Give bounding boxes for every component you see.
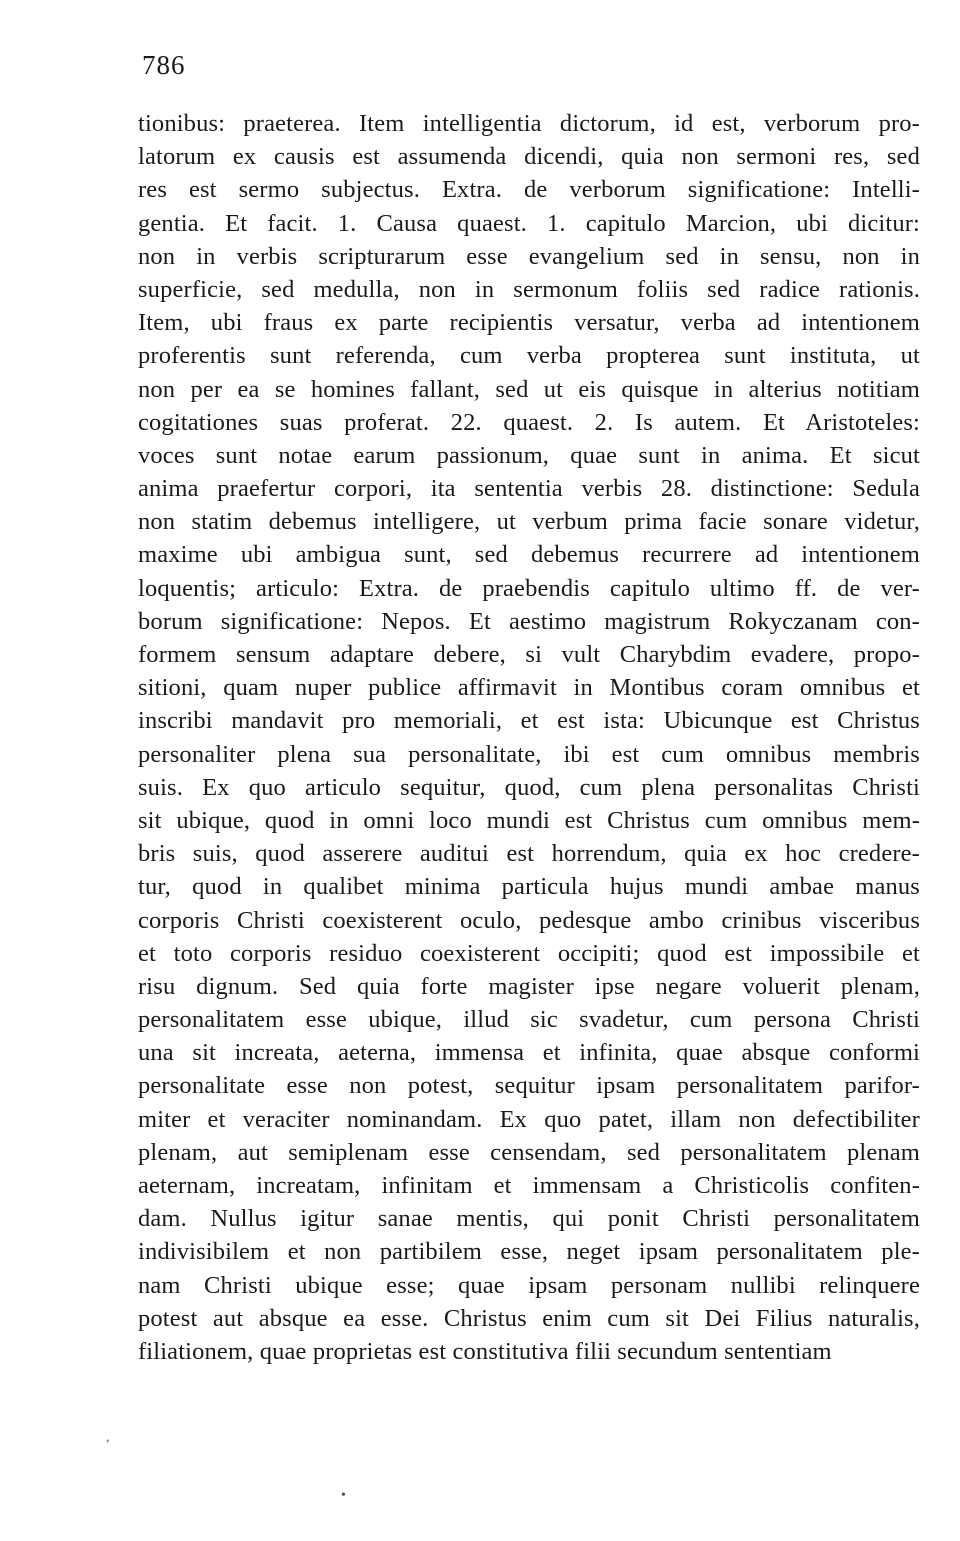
text-line: filiationem, quae proprietas est constitutiva filii secundum sententiam [138, 1337, 832, 1365]
text-line: suis. Ex quo articulo sequitur, quod, cum plena personalitas Christi [138, 773, 920, 801]
text-line: aeternam, increatam, infinitam et immensam a Christicolis confiten- [138, 1172, 920, 1199]
text-line: risu dignum. Sed quia forte magister ipse negare voluerit plenam, [138, 972, 920, 1000]
text-line: sitioni, quam nuper publice affirmavit in Montibus coram omnibus et [138, 674, 920, 702]
text-line: miter et veraciter nominandam. Ex quo patet, illam non defectibiliter [138, 1105, 920, 1133]
text-line: superficie, sed medulla, non in sermonum foliis sed radice rationis. [138, 275, 920, 303]
text-line: bris suis, quod asserere auditui est horrendum, quia ex hoc credere- [138, 840, 920, 868]
text-line: cogitationes suas proferat. 22. quaest. 2. Is autem. Et Aristoteles: [138, 408, 920, 436]
stray-mark: • [341, 1488, 346, 1503]
text-line: proferentis sunt referenda, cum verba propterea sunt instituta, ut [138, 342, 920, 370]
text-line: borum significatione: Nepos. Et aestimo magistrum Rokyczanam con- [138, 607, 920, 635]
text-line: personalitatem esse ubique, illud sic svadetur, cum persona Christi [138, 1006, 920, 1034]
text-line: indivisibilem et non partibilem esse, neget ipsam personalitatem ple- [138, 1238, 920, 1266]
text-line: et toto corporis residuo coexisterent occipiti; quod est impossibile et [138, 939, 920, 967]
text-line: plenam, aut semiplenam esse censendam, sed personalitatem plenam [138, 1138, 920, 1166]
text-line: formem sensum adaptare debere, si vult Charybdim evadere, propo- [138, 641, 920, 668]
text-line: nam Christi ubique esse; quae ipsam personam nullibi relinquere [138, 1271, 920, 1299]
text-line: tur, quod in qualibet minima particula hujus mundi ambae manus [138, 873, 920, 901]
text-line: non per ea se homines fallant, sed ut eis quisque in alterius notitiam [138, 375, 920, 403]
text-line: una sit increata, aeterna, immensa et infinita, quae absque conformi [138, 1039, 920, 1067]
page-number: 786 [142, 50, 186, 80]
text-line: corporis Christi coexisterent oculo, pedesque ambo crinibus visceribus [138, 906, 920, 934]
text-line: res est sermo subjectus. Extra. de verborum significatione: Intelli- [138, 176, 920, 204]
text-line: latorum ex causis est assumenda dicendi, quia non sermoni res, sed [138, 143, 920, 171]
text-line: non statim debemus intelligere, ut verbum prima facie sonare videtur, [138, 508, 920, 536]
text-line: potest aut absque ea esse. Christus enim cum sit Dei Filius naturalis, [138, 1304, 920, 1332]
text-line: gentia. Et facit. 1. Causa quaest. 1. capitulo Marcion, ubi dicitur: [138, 209, 920, 237]
text-line: loquentis; articulo: Extra. de praebendis capitulo ultimo ff. de ver- [138, 574, 920, 602]
text-line: voces sunt notae earum passionum, quae sunt in anima. Et sicut [138, 441, 920, 469]
text-line: inscribi mandavit pro memoriali, et est ista: Ubicunque est Christus [138, 707, 920, 735]
text-line: Item, ubi fraus ex parte recipientis versatur, verba ad intentionem [138, 309, 920, 337]
text-line: sit ubique, quod in omni loco mundi est Christus cum omnibus mem- [138, 806, 920, 834]
text-line: personalitate esse non potest, sequitur ipsam personalitatem parifor- [138, 1072, 920, 1100]
stray-mark: , [106, 1430, 110, 1445]
text-line: personaliter plena sua personalitate, ibi est cum omnibus membris [138, 740, 920, 768]
text-line: dam. Nullus igitur sanae mentis, qui ponit Christi personalitatem [138, 1205, 920, 1233]
text-line: non in verbis scripturarum esse evangelium sed in sensu, non in [138, 242, 920, 270]
text-line: tionibus: praeterea. Item intelligentia dictorum, id est, verborum pro- [138, 110, 920, 137]
text-line: anima praefertur corpori, ita sententia verbis 28. distinctione: Sedula [138, 475, 920, 503]
text-line: maxime ubi ambigua sunt, sed debemus recurrere ad intentionem [138, 541, 920, 569]
body-text [138, 107, 920, 1368]
